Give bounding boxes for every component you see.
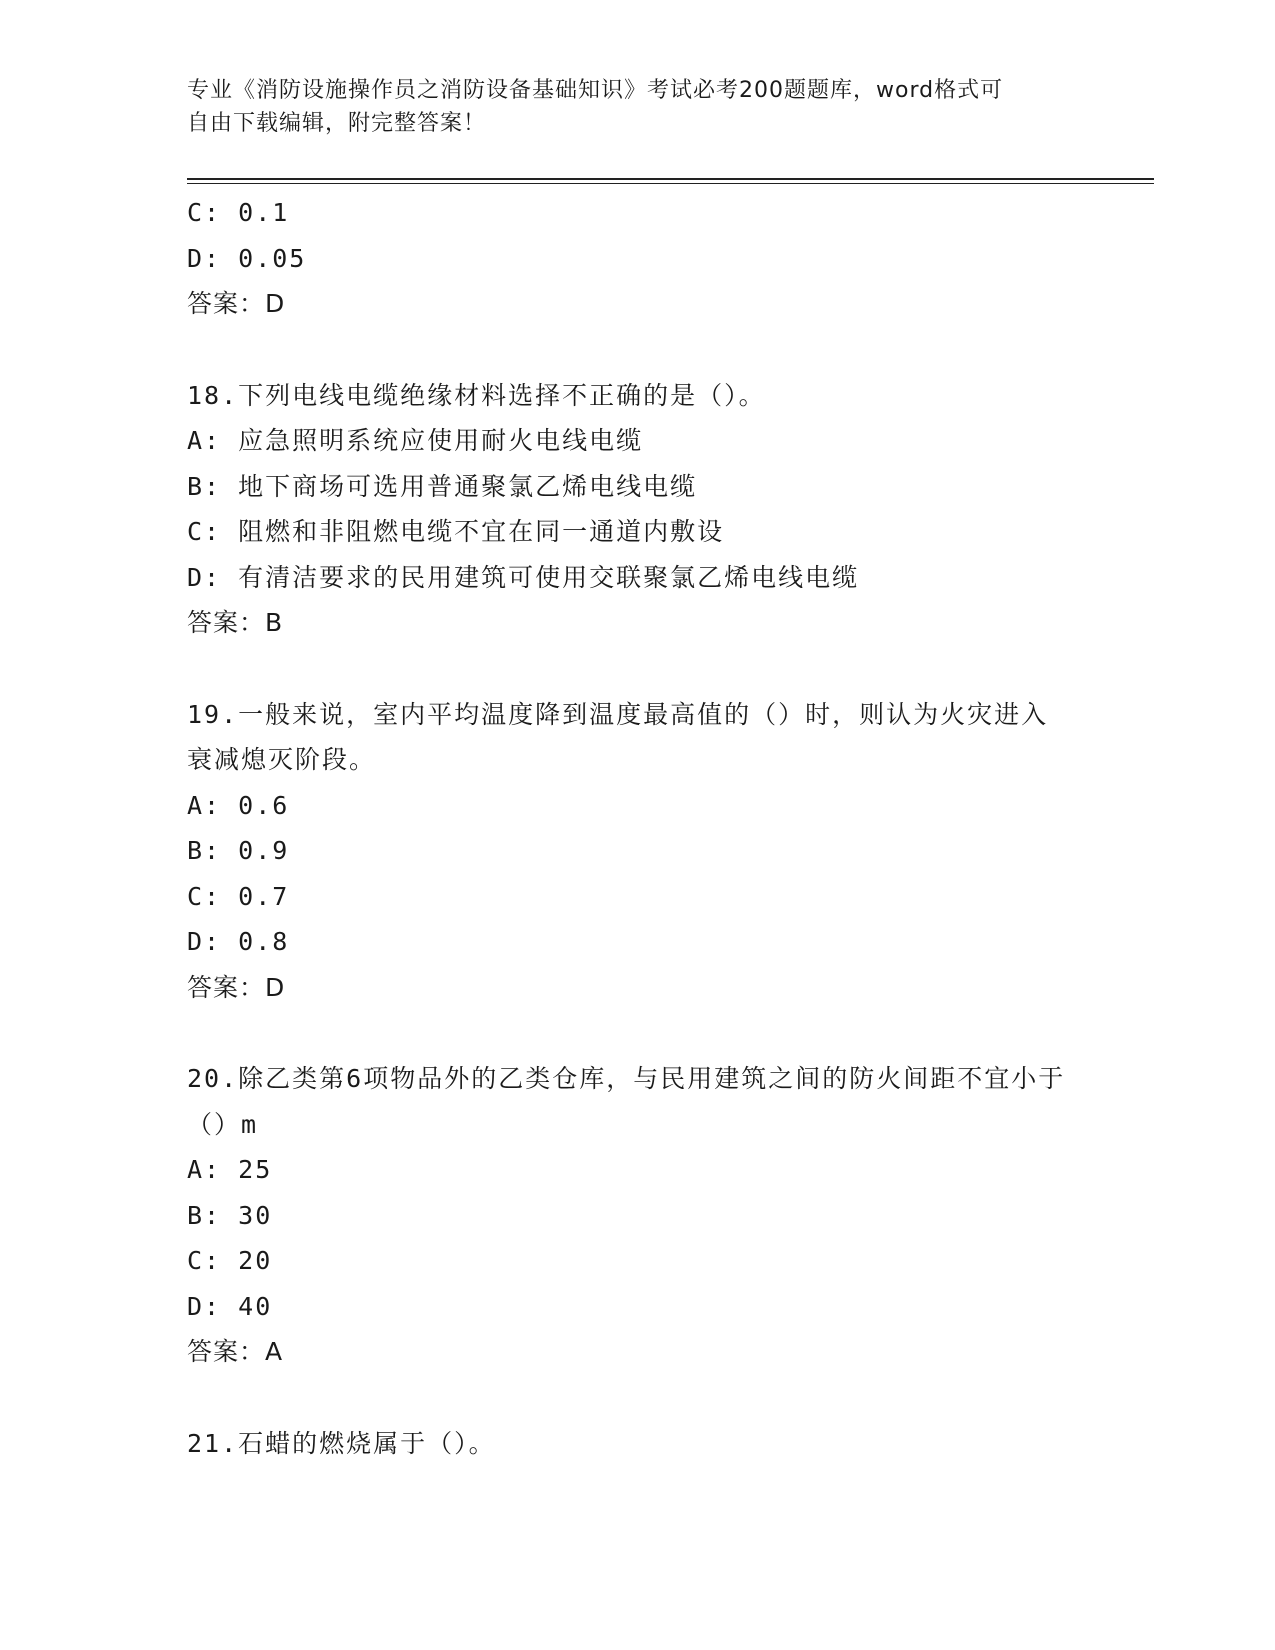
option-c: C: 0.1 <box>187 198 290 227</box>
option-d: D: 0.05 <box>187 243 307 273</box>
question-text: 19.一般来说，室内平均温度降到温度最高值的（）时，则认为火灾进入衰减熄灭阶段。 <box>187 699 1049 774</box>
option-d: D: 有清洁要求的民用建筑可使用交联聚氯乙烯电线电缆 <box>187 562 860 592</box>
option-a: A: 25 <box>187 1155 273 1184</box>
answer: 答案：B <box>187 608 284 637</box>
question-19 <box>187 692 1087 1011</box>
question-20 <box>187 1056 1087 1375</box>
answer: 答案：A <box>187 1337 284 1366</box>
option-d: D: 0.8 <box>187 927 290 956</box>
header-divider <box>187 178 1154 184</box>
question-text: 21.石蜡的燃烧属于（）。 <box>187 1428 496 1458</box>
answer: 答案：D <box>187 972 286 1002</box>
answer: 答案：D <box>187 289 286 318</box>
option-c: C: 0.7 <box>187 881 290 911</box>
question-17-tail <box>187 190 1087 327</box>
option-a: A: 应急照明系统应使用耐火电线电缆 <box>187 426 644 455</box>
question-text: 20.除乙类第6项物品外的乙类仓库，与民用建筑之间的防火间距不宜小于（）m <box>187 1064 1066 1139</box>
question-21 <box>187 1421 1087 1467</box>
option-b: B: 地下商场可选用普通聚氯乙烯电线电缆 <box>187 471 698 501</box>
option-b: B: 30 <box>187 1200 273 1230</box>
option-c: C: 20 <box>187 1246 273 1275</box>
option-a: A: 0.6 <box>187 790 290 820</box>
document-header <box>187 74 1087 140</box>
header-line-1: 专业《消防设施操作员之消防设备基础知识》考试必考200题题库，word格式可 <box>187 78 1004 103</box>
question-18 <box>187 373 1087 646</box>
header-line-2: 自由下载编辑，附完整答案！ <box>187 111 487 136</box>
question-text: 18.下列电线电缆绝缘材料选择不正确的是（）。 <box>187 380 766 410</box>
question-list <box>187 190 1087 1466</box>
option-d: D: 40 <box>187 1291 273 1321</box>
option-c: C: 阻燃和非阻燃电缆不宜在同一通道内敷设 <box>187 517 725 546</box>
option-b: B: 0.9 <box>187 836 290 865</box>
